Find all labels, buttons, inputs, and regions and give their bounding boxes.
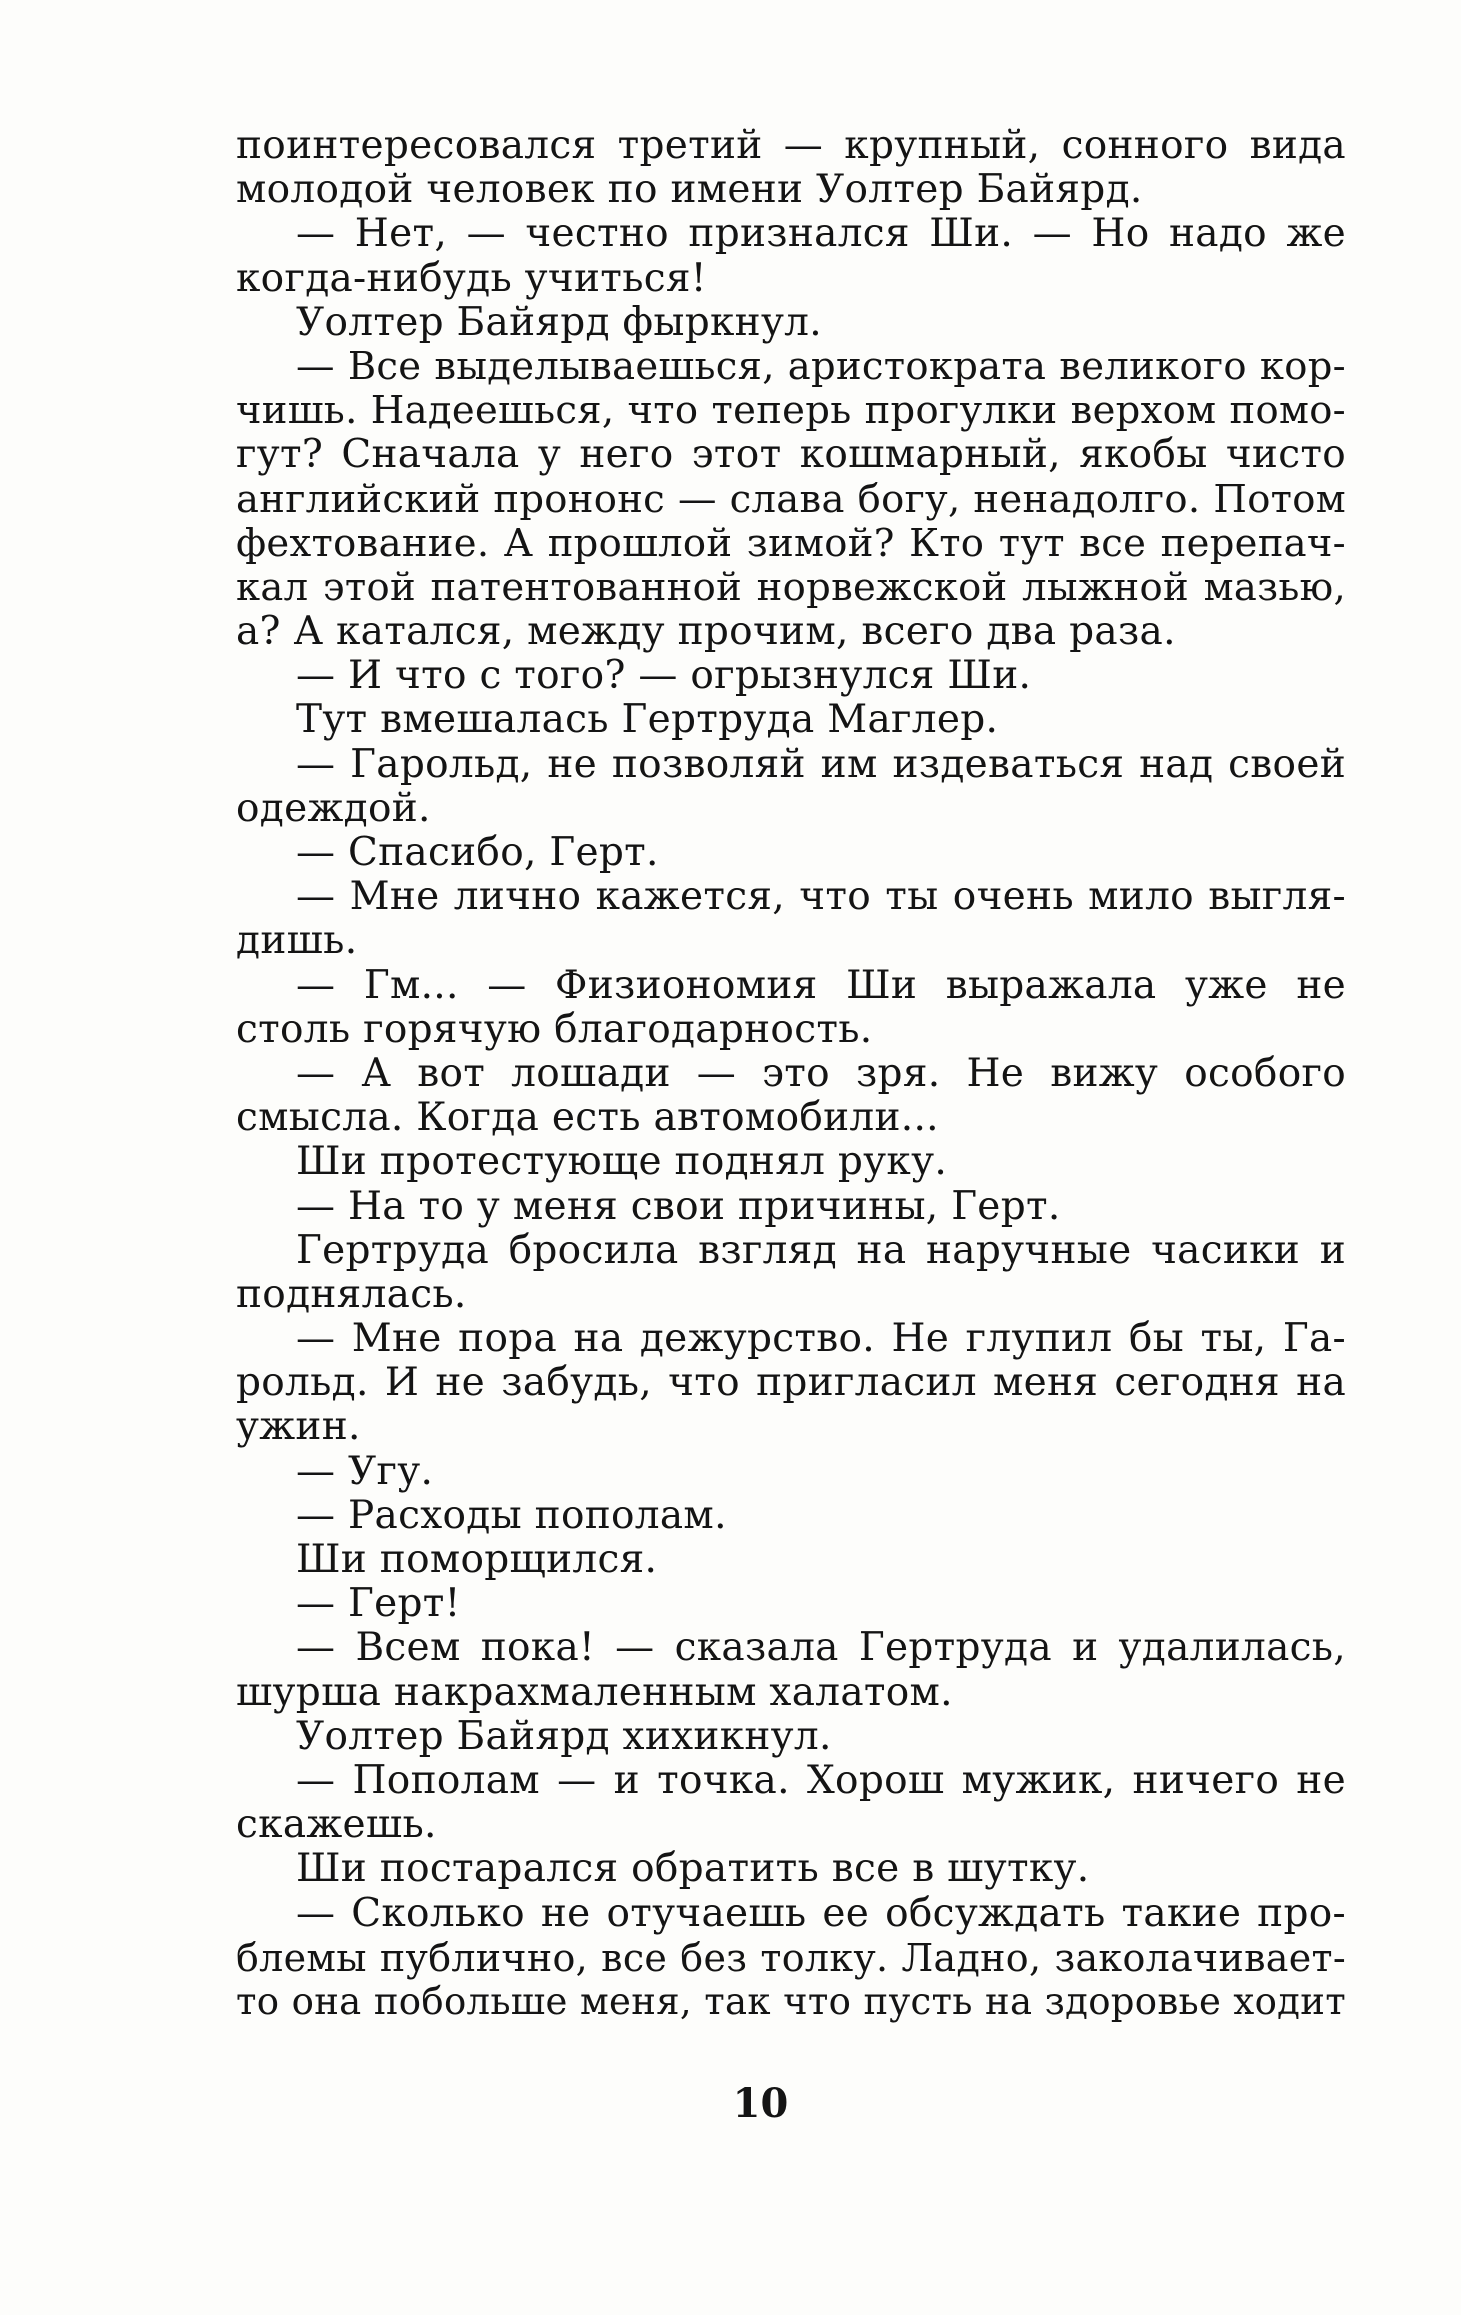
text-line (236, 698, 1346, 742)
text-line (236, 1494, 1346, 1538)
text-line (236, 1892, 1346, 1936)
text-line (236, 1185, 1346, 1229)
text-line-content: — Гарольд, не позволяй им издеваться над своей (296, 742, 1346, 787)
text-line-content: а? А катался, между прочим, всего два раза. (236, 610, 1176, 655)
text-line (236, 831, 1346, 875)
text-line-content: скажешь. (236, 1803, 437, 1848)
text-line (236, 1582, 1346, 1626)
body-text (236, 124, 1346, 2024)
text-line (236, 345, 1346, 389)
text-line (236, 787, 1346, 831)
text-line-content: Ши постарался обратить все в шутку. (296, 1847, 1090, 1892)
text-line-content: — И что с того? — огрызнулся Ши. (296, 654, 1032, 699)
text-line-content: поднялась. (236, 1272, 467, 1317)
text-line-content: фехтование. А прошлой зимой? Кто тут все перепач- (236, 521, 1346, 566)
page-number: 10 (732, 2080, 789, 2127)
text-line-content: молодой человек по имени Уолтер Байярд. (236, 168, 1143, 213)
text-line-content: столь горячую благодарность. (236, 1007, 873, 1052)
text-line-content: когда-нибудь учиться! (236, 256, 707, 301)
text-line (236, 743, 1346, 787)
text-line-content: Уолтер Байярд фыркнул. (296, 300, 822, 345)
text-line (236, 1671, 1346, 1715)
text-line-content: — Всем пока! — сказала Гертруда и удалилась, (296, 1626, 1346, 1671)
text-line (236, 522, 1346, 566)
text-line (236, 1803, 1346, 1847)
text-line (236, 478, 1346, 522)
text-line (236, 257, 1346, 301)
text-line-content: — Мне лично кажется, что ты очень мило выгля- (296, 875, 1346, 920)
text-line-content: — Все выделываешься, аристократа великого кор- (296, 344, 1346, 389)
text-line (236, 1847, 1346, 1891)
text-line (236, 1715, 1346, 1759)
text-line (236, 301, 1346, 345)
text-line (236, 1538, 1346, 1582)
text-line-content: Ши протестующе поднял руку. (296, 1140, 948, 1185)
text-line (236, 168, 1346, 212)
text-line (236, 1317, 1346, 1361)
text-line-content: — Герт! (296, 1582, 461, 1627)
text-line (236, 964, 1346, 1008)
text-line-content: то она побольше меня, так что пусть на здоровье ходит (236, 1979, 1346, 2023)
text-line-content: блемы публично, все без толку. Ладно, заколачивает- (236, 1935, 1346, 1980)
text-line-content: — Расходы пополам. (296, 1493, 727, 1538)
text-line-content: гут? Сначала у него этот кошмарный, якобы чисто (236, 433, 1346, 478)
text-line (236, 1361, 1346, 1405)
text-line-content: Гертруда бросила взгляд на наручные часики и (296, 1228, 1346, 1273)
text-line (236, 1008, 1346, 1052)
text-line-content: — Гм... — Физиономия Ши выражала уже не (296, 963, 1346, 1008)
text-line-content: смысла. Когда есть автомобили... (236, 1096, 939, 1141)
text-line (236, 124, 1346, 168)
text-line (236, 1273, 1346, 1317)
text-line-content: поинтересовался третий — крупный, сонного вида (236, 124, 1346, 168)
text-line-content: Тут вмешалась Гертруда Маглер. (296, 698, 999, 743)
text-line-content: кал этой патентованной норвежской лыжной мазью, (236, 565, 1346, 610)
text-line (236, 919, 1346, 963)
text-line (236, 1980, 1346, 2024)
text-line (236, 654, 1346, 698)
text-line (236, 1052, 1346, 1096)
text-line-content: английский прононс — слава богу, ненадолго. Потом (236, 477, 1346, 522)
text-line-content: шурша накрахмаленным халатом. (236, 1670, 953, 1715)
text-line-content: чишь. Надеешься, что теперь прогулки верхом помо- (236, 389, 1346, 434)
text-line-content: — Нет, — честно признался Ши. — Но надо же (296, 212, 1346, 257)
text-line (236, 389, 1346, 433)
text-line (236, 1405, 1346, 1449)
text-line (236, 1229, 1346, 1273)
text-line-content: — А вот лошади — это зря. Не вижу особого (296, 1051, 1346, 1096)
text-line (236, 610, 1346, 654)
text-line-content: рольд. И не забудь, что пригласил меня сегодня на (236, 1361, 1346, 1406)
text-line (236, 212, 1346, 256)
text-line-content: дишь. (236, 919, 358, 964)
text-line (236, 433, 1346, 477)
text-line (236, 1936, 1346, 1980)
text-line-content: Уолтер Байярд хихикнул. (296, 1714, 832, 1759)
text-line-content: Ши поморщился. (296, 1538, 658, 1582)
text-line-content: — Угу. (296, 1449, 434, 1494)
text-line (236, 875, 1346, 919)
text-line-content: — Мне пора на дежурство. Не глупил бы ты, Га- (296, 1317, 1346, 1362)
text-line (236, 1140, 1346, 1184)
text-line (236, 1096, 1346, 1140)
text-line (236, 566, 1346, 610)
text-line-content: — Пополам — и точка. Хорош мужик, ничего не (296, 1758, 1346, 1803)
text-line (236, 1626, 1346, 1670)
text-line-content: — Спасибо, Герт. (296, 831, 659, 875)
text-line-content: одеждой. (236, 786, 431, 831)
text-line-content: — На то у меня свои причины, Герт. (296, 1184, 1061, 1229)
text-line-content: ужин. (236, 1405, 361, 1450)
text-line (236, 1759, 1346, 1803)
text-line-content: — Сколько не отучаешь ее обсуждать такие про- (296, 1891, 1346, 1936)
text-line (236, 1450, 1346, 1494)
